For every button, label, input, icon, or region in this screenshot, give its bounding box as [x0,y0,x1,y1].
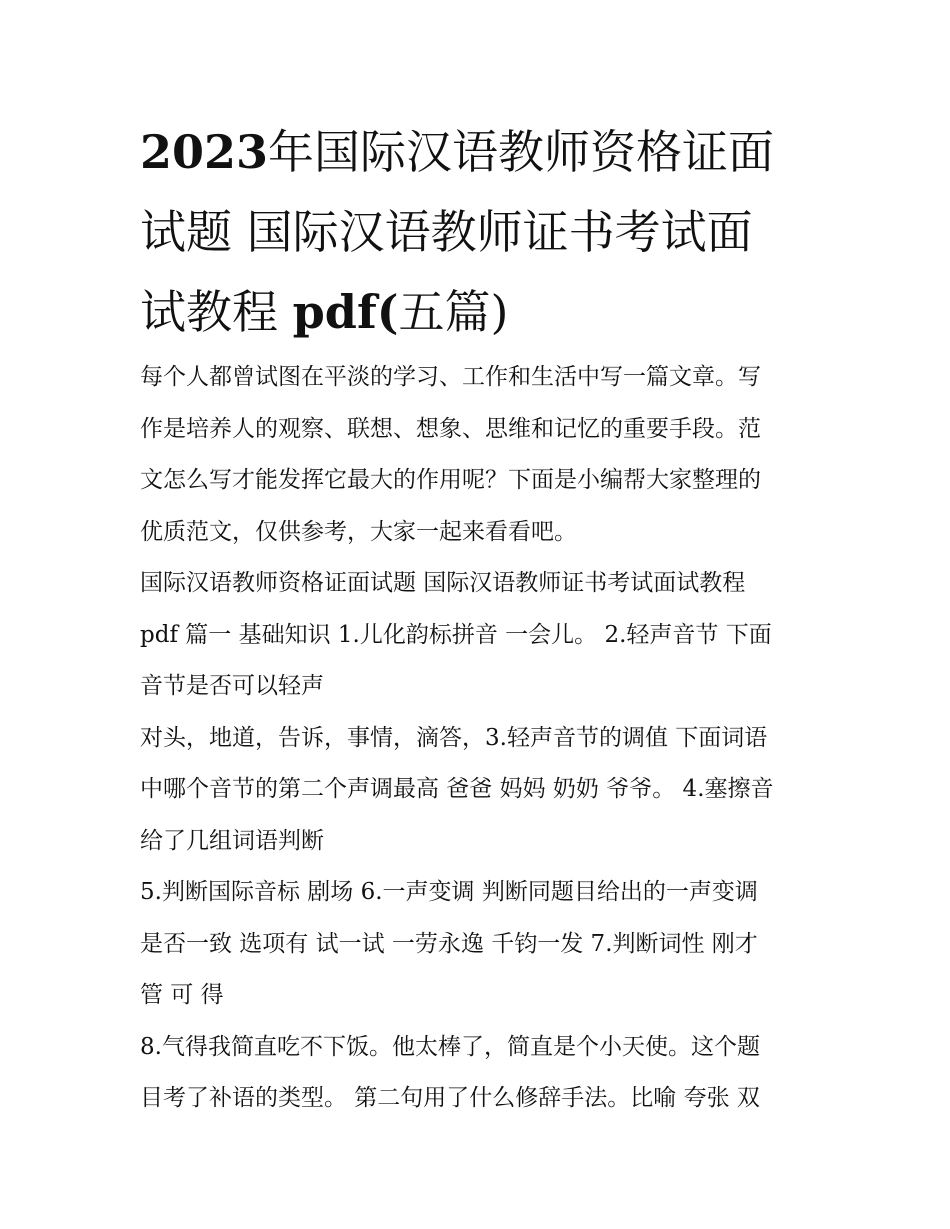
body-line: 优质范文，仅供参考，大家一起来看看吧。 [140,518,577,545]
document-body [140,352,820,1125]
title-text-2: 试题 国际汉语教师证书考试面 [140,205,753,259]
body-line: 对头，地道，告诉，事情，滴答，3.轻声音节的调值 下面词语 [140,724,768,751]
body-line: 音节是否可以轻声 [140,673,324,699]
body-line: 作是培养人的观察、联想、想象、思维和记忆的重要手段。范 [140,415,761,442]
body-line: 文怎么写才能发挥它最大的作用呢？下面是小编帮大家整理的 [140,467,761,493]
body-line: 目考了补语的类型。 第二句用了什么修辞手法。比喻 夸张 双 [140,1085,760,1111]
title-text-3a: 试教程 [140,285,293,339]
body-line: 5.判断国际音标 剧场 6.一声变调 判断同题目给出的一声变调 [140,879,758,905]
body-line: 每个人都曾试图在平淡的学习、工作和生活中写一篇文章。写 [140,364,761,390]
title-line-1 [140,112,820,192]
title-pdf: pdf( [292,285,399,339]
body-line: 国际汉语教师资格证面试题 国际汉语教师证书考试面试教程 [140,570,746,596]
body-line: 给了几组词语判断 [140,827,324,854]
body-line: 8.气得我简直吃不下饭。他太棒了，简直是个小天使。这个题 [140,1033,760,1060]
title-year: 2023 [140,125,269,179]
body-line: pdf 篇一 基础知识 1.儿化韵标拼音 一会儿。 2.轻声音节 下面 [140,621,772,648]
body-line: 中哪个音节的第二个声调最高 爸爸 妈妈 奶奶 爷爷。 4.塞擦音 [140,776,774,802]
document-title [140,112,820,352]
title-line-2 [140,192,820,272]
title-text-1: 年国际汉语教师资格证面 [268,125,775,179]
body-line: 管 可 得 [140,982,224,1008]
title-text-3b: 五篇) [398,285,509,339]
title-line-3 [140,272,820,352]
body-line: 是否一致 选项有 试一试 一劳永逸 千钧一发 7.判断词性 刚才 [140,930,758,957]
